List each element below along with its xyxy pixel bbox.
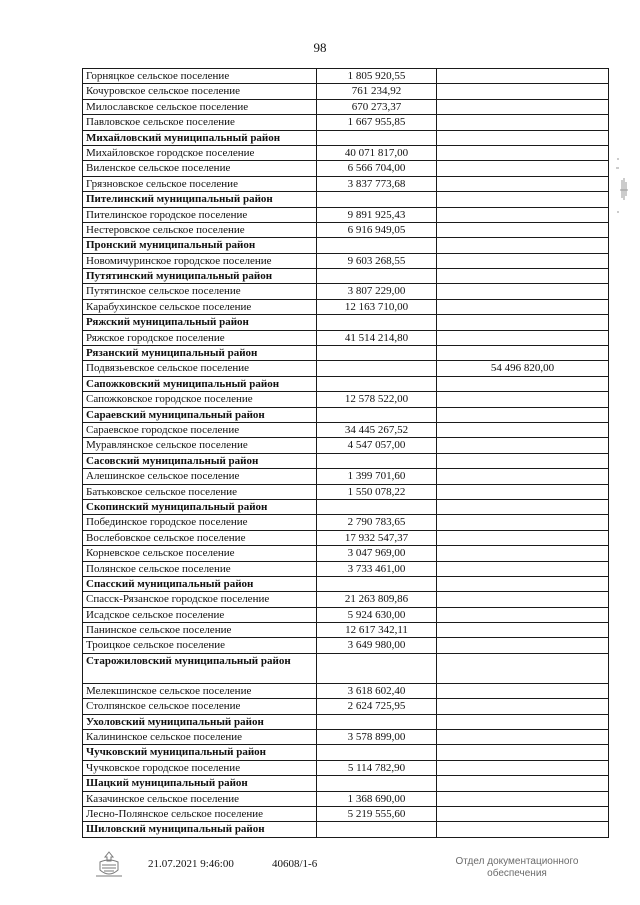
row-amount: 3 649 980,00 <box>317 638 437 653</box>
row-name: Кочуровское сельское поселение <box>83 84 317 99</box>
row-amount: 21 263 809,86 <box>317 592 437 607</box>
row-amount: 1 805 920,55 <box>317 69 437 84</box>
district-row <box>83 315 609 330</box>
row-extra-amount <box>437 376 609 391</box>
row-amount: 3 807 229,00 <box>317 284 437 299</box>
settlement-row <box>83 469 609 484</box>
row-extra-amount <box>437 806 609 821</box>
row-extra-amount <box>437 683 609 698</box>
row-name: Сасовский муниципальный район <box>83 453 317 468</box>
settlement-row <box>83 253 609 268</box>
row-name: Пронский муниципальный район <box>83 238 317 253</box>
row-extra-amount <box>437 99 609 114</box>
district-row <box>83 192 609 207</box>
row-extra-amount <box>437 499 609 514</box>
row-extra-amount <box>437 576 609 591</box>
row-amount: 12 163 710,00 <box>317 299 437 314</box>
settlement-row <box>83 84 609 99</box>
margin-scan-marks <box>612 150 636 230</box>
row-name: Ряжский муниципальный район <box>83 315 317 330</box>
row-name: Павловское сельское поселение <box>83 115 317 130</box>
row-amount: 41 514 214,80 <box>317 330 437 345</box>
settlement-row <box>83 683 609 698</box>
row-name: Шацкий муниципальный район <box>83 776 317 791</box>
row-amount <box>317 576 437 591</box>
settlement-row <box>83 530 609 545</box>
row-amount <box>317 192 437 207</box>
row-extra-amount <box>437 84 609 99</box>
district-row <box>83 714 609 729</box>
settlement-row <box>83 176 609 191</box>
row-extra-amount <box>437 822 609 837</box>
row-amount: 6 916 949,05 <box>317 222 437 237</box>
row-name: Исадское сельское поселение <box>83 607 317 622</box>
row-name: Шиловский муниципальный район <box>83 822 317 837</box>
row-amount: 12 578 522,00 <box>317 392 437 407</box>
row-extra-amount <box>437 561 609 576</box>
settlement-row <box>83 222 609 237</box>
row-amount: 5 114 782,90 <box>317 760 437 775</box>
row-extra-amount <box>437 714 609 729</box>
row-extra-amount <box>437 699 609 714</box>
row-amount: 761 234,92 <box>317 84 437 99</box>
row-extra-amount <box>437 515 609 530</box>
row-name: Пителинский муниципальный район <box>83 192 317 207</box>
settlement-row <box>83 284 609 299</box>
row-extra-amount <box>437 745 609 760</box>
row-amount <box>317 361 437 376</box>
settlement-row <box>83 69 609 84</box>
row-amount: 17 932 547,37 <box>317 530 437 545</box>
row-amount: 1 399 701,60 <box>317 469 437 484</box>
row-extra-amount <box>437 192 609 207</box>
row-amount: 4 547 057,00 <box>317 438 437 453</box>
row-extra-amount <box>437 623 609 638</box>
row-extra-amount <box>437 176 609 191</box>
district-row <box>83 376 609 391</box>
row-amount: 2 624 725,95 <box>317 699 437 714</box>
row-extra-amount <box>437 315 609 330</box>
row-name: Сапожковское городское поселение <box>83 392 317 407</box>
row-name: Вослебовское сельское поселение <box>83 530 317 545</box>
row-extra-amount <box>437 653 609 683</box>
settlement-row <box>83 607 609 622</box>
row-name: Мелекшинское сельское поселение <box>83 683 317 698</box>
district-row <box>83 745 609 760</box>
page-number: 98 <box>313 40 327 55</box>
row-name: Михайловский муниципальный район <box>83 130 317 145</box>
settlement-row <box>83 392 609 407</box>
row-amount <box>317 745 437 760</box>
row-amount <box>317 453 437 468</box>
budget-table <box>82 68 609 838</box>
row-amount <box>317 238 437 253</box>
stamp-line-2: обеспечения <box>487 868 547 879</box>
row-amount: 5 219 555,60 <box>317 806 437 821</box>
row-amount: 5 924 630,00 <box>317 607 437 622</box>
row-name: Спасск-Рязанское городское поселение <box>83 592 317 607</box>
row-name: Старожиловский муниципальный район <box>83 653 317 683</box>
row-extra-amount: 54 496 820,00 <box>437 361 609 376</box>
row-amount <box>317 130 437 145</box>
settlement-row <box>83 638 609 653</box>
row-amount: 3 578 899,00 <box>317 730 437 745</box>
row-extra-amount <box>437 222 609 237</box>
row-extra-amount <box>437 269 609 284</box>
district-row <box>83 453 609 468</box>
row-extra-amount <box>437 407 609 422</box>
row-name: Батьковское сельское поселение <box>83 484 317 499</box>
row-name: Сараевский муниципальный район <box>83 407 317 422</box>
row-name: Панинское сельское поселение <box>83 623 317 638</box>
coat-of-arms-icon <box>92 850 126 880</box>
settlement-row <box>83 806 609 821</box>
settlement-row <box>83 115 609 130</box>
settlement-row <box>83 760 609 775</box>
row-name: Муравлянское сельское поселение <box>83 438 317 453</box>
district-row <box>83 653 609 683</box>
footer-doc-number: 40608/1-6 <box>272 858 318 870</box>
settlement-row <box>83 207 609 222</box>
row-extra-amount <box>437 760 609 775</box>
settlement-row <box>83 730 609 745</box>
settlement-row <box>83 299 609 314</box>
row-extra-amount <box>437 145 609 160</box>
row-amount <box>317 776 437 791</box>
row-name: Скопинский муниципальный район <box>83 499 317 514</box>
stamp-line-1: Отдел документационного <box>455 856 579 867</box>
row-name: Михайловское городское поселение <box>83 145 317 160</box>
row-extra-amount <box>437 422 609 437</box>
settlement-row <box>83 561 609 576</box>
row-amount: 3 733 461,00 <box>317 561 437 576</box>
row-amount <box>317 822 437 837</box>
row-extra-amount <box>437 469 609 484</box>
row-name: Чучковский муниципальный район <box>83 745 317 760</box>
row-name: Нестеровское сельское поселение <box>83 222 317 237</box>
row-extra-amount <box>437 638 609 653</box>
row-amount: 3 618 602,40 <box>317 683 437 698</box>
row-amount: 9 603 268,55 <box>317 253 437 268</box>
row-amount: 2 790 783,65 <box>317 515 437 530</box>
row-amount <box>317 407 437 422</box>
row-name: Новомичуринское городское поселение <box>83 253 317 268</box>
row-name: Столпянское сельское поселение <box>83 699 317 714</box>
district-row <box>83 346 609 361</box>
settlement-row <box>83 623 609 638</box>
row-extra-amount <box>437 392 609 407</box>
row-extra-amount <box>437 330 609 345</box>
row-extra-amount <box>437 115 609 130</box>
row-name: Горняцкое сельское поселение <box>83 69 317 84</box>
settlement-row <box>83 330 609 345</box>
row-extra-amount <box>437 607 609 622</box>
row-extra-amount <box>437 161 609 176</box>
row-extra-amount <box>437 253 609 268</box>
settlement-row <box>83 546 609 561</box>
row-amount <box>317 376 437 391</box>
district-row <box>83 238 609 253</box>
row-name: Лесно-Полянское сельское поселение <box>83 806 317 821</box>
row-name: Сараевское городское поселение <box>83 422 317 437</box>
row-amount <box>317 346 437 361</box>
settlement-row <box>83 145 609 160</box>
district-row <box>83 499 609 514</box>
row-name: Троицкое сельское поселение <box>83 638 317 653</box>
row-amount: 1 667 955,85 <box>317 115 437 130</box>
row-name: Грязновское сельское поселение <box>83 176 317 191</box>
footer-datetime: 21.07.2021 9:46:00 <box>148 858 234 870</box>
row-amount: 6 566 704,00 <box>317 161 437 176</box>
district-row <box>83 407 609 422</box>
row-name: Полянское сельское поселение <box>83 561 317 576</box>
row-name: Калининское сельское поселение <box>83 730 317 745</box>
row-name: Пителинское городское поселение <box>83 207 317 222</box>
settlement-row <box>83 484 609 499</box>
row-amount <box>317 714 437 729</box>
row-name: Подвязьевское сельское поселение <box>83 361 317 376</box>
row-extra-amount <box>437 284 609 299</box>
page-footer <box>0 850 640 890</box>
row-amount: 3 837 773,68 <box>317 176 437 191</box>
row-extra-amount <box>437 730 609 745</box>
row-extra-amount <box>437 299 609 314</box>
row-name: Побединское городское поселение <box>83 515 317 530</box>
row-extra-amount <box>437 776 609 791</box>
district-row <box>83 130 609 145</box>
row-amount: 1 550 078,22 <box>317 484 437 499</box>
row-name: Рязанский муниципальный район <box>83 346 317 361</box>
row-name: Виленское сельское поселение <box>83 161 317 176</box>
row-amount: 670 273,37 <box>317 99 437 114</box>
row-extra-amount <box>437 546 609 561</box>
row-amount: 1 368 690,00 <box>317 791 437 806</box>
settlement-row <box>83 161 609 176</box>
row-name: Ухоловский муниципальный район <box>83 714 317 729</box>
row-amount <box>317 499 437 514</box>
row-name: Спасский муниципальный район <box>83 576 317 591</box>
row-amount <box>317 653 437 683</box>
settlement-row <box>83 515 609 530</box>
row-extra-amount <box>437 207 609 222</box>
row-amount <box>317 269 437 284</box>
district-row <box>83 576 609 591</box>
row-name: Сапожковский муниципальный район <box>83 376 317 391</box>
settlement-row <box>83 422 609 437</box>
budget-table-body <box>83 69 609 838</box>
row-name: Путятинское сельское поселение <box>83 284 317 299</box>
row-extra-amount <box>437 530 609 545</box>
settlement-row <box>83 361 609 376</box>
row-extra-amount <box>437 484 609 499</box>
settlement-row <box>83 438 609 453</box>
row-extra-amount <box>437 453 609 468</box>
row-name: Милославское сельское поселение <box>83 99 317 114</box>
row-extra-amount <box>437 438 609 453</box>
row-extra-amount <box>437 592 609 607</box>
row-name: Чучковское городское поселение <box>83 760 317 775</box>
row-extra-amount <box>437 346 609 361</box>
department-stamp <box>442 856 592 880</box>
row-name: Ряжское городское поселение <box>83 330 317 345</box>
row-name: Корневское сельское поселение <box>83 546 317 561</box>
row-amount: 34 445 267,52 <box>317 422 437 437</box>
district-row <box>83 776 609 791</box>
district-row <box>83 822 609 837</box>
row-amount: 12 617 342,11 <box>317 623 437 638</box>
settlement-row <box>83 99 609 114</box>
row-name: Путятинский муниципальный район <box>83 269 317 284</box>
district-row <box>83 269 609 284</box>
row-extra-amount <box>437 130 609 145</box>
row-extra-amount <box>437 69 609 84</box>
row-extra-amount <box>437 238 609 253</box>
row-name: Казачинское сельское поселение <box>83 791 317 806</box>
row-name: Алешинское сельское поселение <box>83 469 317 484</box>
row-extra-amount <box>437 791 609 806</box>
row-amount <box>317 315 437 330</box>
settlement-row <box>83 791 609 806</box>
row-amount: 3 047 969,00 <box>317 546 437 561</box>
row-name: Карабухинское сельское поселение <box>83 299 317 314</box>
settlement-row <box>83 699 609 714</box>
settlement-row <box>83 592 609 607</box>
row-amount: 9 891 925,43 <box>317 207 437 222</box>
row-amount: 40 071 817,00 <box>317 145 437 160</box>
